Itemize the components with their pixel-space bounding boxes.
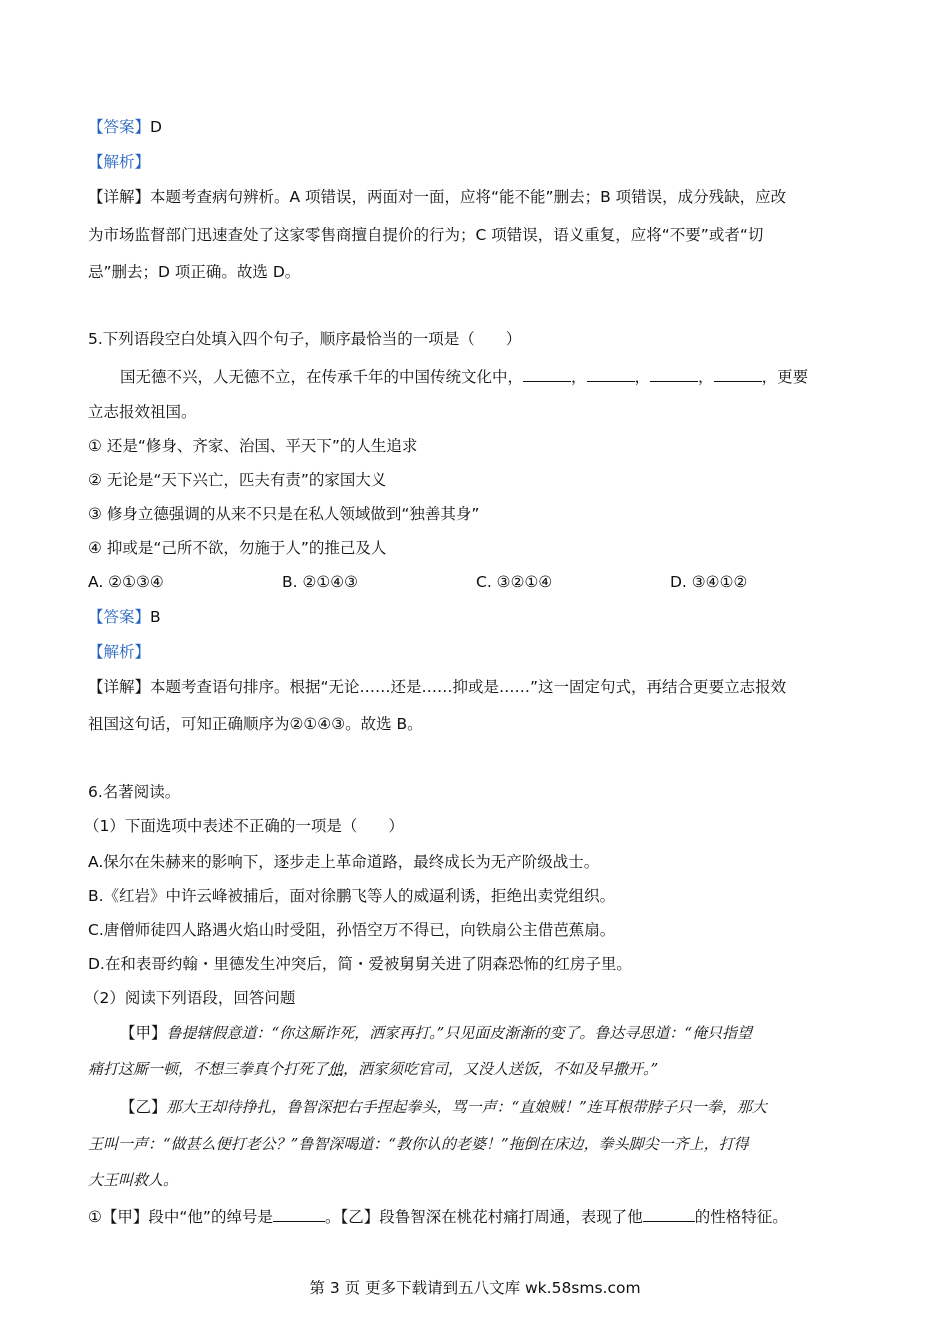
q6-title: 6.名著阅读。 bbox=[88, 783, 181, 801]
q4-detail-line: 【详解】本题考查病句辨析。A 项错误，两面对一面，应将“能不能”删去；B 项错误，成分残缺，应改 bbox=[88, 188, 787, 206]
q5-sentence: ① 还是“修身、齐家、治国、平天下”的人生追求 bbox=[88, 437, 418, 455]
q4-detail-line: 为市场监督部门迅速查处了这家零售商擅自提价的行为；C 项错误，语义重复，应将“不要”或者“切 bbox=[88, 226, 764, 244]
yi-tag: 【乙】 bbox=[120, 1098, 167, 1116]
fill-blank bbox=[587, 365, 635, 382]
footer-text: 页 更多下载请到五八文库 wk.58sms.com bbox=[339, 1279, 641, 1297]
yi-text: 那大王却待挣扎，鲁智深把右手捏起拳头，骂一声：“直娘贼！”连耳根带脖子只一拳，那大 bbox=[166, 1098, 767, 1116]
jia-text: 痛打这厮一顿，不想三拳真个打死了 bbox=[88, 1060, 329, 1078]
question-text: ①【甲】段中“他”的绰号是 bbox=[88, 1208, 273, 1226]
fill-blank bbox=[714, 365, 762, 382]
page-number: 3 bbox=[329, 1279, 340, 1297]
answer-tag: 【答案】 bbox=[88, 608, 151, 626]
question-text: 的性格特征。 bbox=[694, 1208, 788, 1226]
passage-text: 国无德不兴，人无德不立，在传承千年的中国传统文化中， bbox=[120, 368, 524, 386]
q5-passage-line1 bbox=[120, 365, 808, 388]
page-footer bbox=[0, 1276, 950, 1298]
q5-sentence: ③ 修身立德强调的从来不只是在私人领域做到“独善其身” bbox=[88, 505, 480, 523]
q5-sentence: ② 无论是“天下兴亡，匹夫有责”的家国大义 bbox=[88, 471, 387, 489]
q6-sub1-option: C.唐僧师徒四人路遇火焰山时受阻，孙悟空万不得已，向铁扇公主借芭蕉扇。 bbox=[88, 921, 616, 939]
jia-text: 鲁提辖假意道：“你这厮诈死，洒家再打。”只见面皮渐渐的变了。鲁达寻思道：“俺只指望 bbox=[166, 1024, 753, 1042]
q6-sub1-option: A.保尔在朱赫来的影响下，逐步走上革命道路，最终成长为无产阶级战士。 bbox=[88, 853, 600, 871]
q5-option-c: C. ③②①④ bbox=[476, 573, 553, 591]
passage-text: ，更要 bbox=[761, 368, 809, 386]
q6-sub1-option: D.在和表哥约翰・里德发生冲突后，简・爱被舅舅关进了阴森恐怖的红房子里。 bbox=[88, 955, 632, 973]
jia-text: ，洒家须吃官司，又没人送饭，不如及早撒开。” bbox=[343, 1060, 659, 1078]
answer-value: D bbox=[150, 118, 162, 136]
q5-answer bbox=[88, 606, 161, 628]
answer-tag: 【答案】 bbox=[88, 118, 151, 136]
q5-stem: 5.下列语段空白处填入四个句子，顺序最恰当的一项是（ ） bbox=[88, 330, 522, 348]
jia-tag: 【甲】 bbox=[120, 1024, 167, 1042]
fill-blank bbox=[273, 1205, 325, 1222]
separator: ， bbox=[634, 368, 651, 386]
q5-passage-line2: 立志报效祖国。 bbox=[88, 403, 197, 421]
q5-option-b: B. ②①④③ bbox=[282, 573, 359, 591]
q4-detail-line: 忌”删去；D 项正确。故选 D。 bbox=[88, 263, 301, 281]
q6-question-1 bbox=[88, 1205, 788, 1228]
q6-yi-line1 bbox=[120, 1096, 767, 1118]
q6-jia-line1 bbox=[120, 1022, 752, 1044]
q5-detail-line: 【详解】本题考查语句排序。根据“无论……还是……抑或是……”这一固定句式，再结合更要立志报效 bbox=[88, 678, 787, 696]
q5-option-a: A. ②①③④ bbox=[88, 573, 164, 591]
question-text: 。【乙】段鲁智深在桃花村痛打周通，表现了他 bbox=[324, 1208, 643, 1226]
fill-blank bbox=[643, 1205, 695, 1222]
q5-analysis-tag: 【解析】 bbox=[88, 643, 151, 661]
q5-option-d: D. ③④①② bbox=[670, 573, 748, 591]
fill-blank bbox=[650, 365, 698, 382]
footer-text: 第 bbox=[309, 1279, 330, 1297]
q4-analysis-tag: 【解析】 bbox=[88, 153, 151, 171]
q6-yi-line3: 大王叫救人。 bbox=[88, 1171, 179, 1189]
fill-blank bbox=[523, 365, 571, 382]
separator: ， bbox=[571, 368, 587, 386]
answer-value: B bbox=[150, 608, 161, 626]
q4-answer bbox=[88, 116, 162, 138]
q6-sub1-stem: （1）下面选项中表述不正确的一项是（ ） bbox=[84, 817, 404, 835]
q5-sentence: ④ 抑或是“己所不欲，勿施于人”的推己及人 bbox=[88, 539, 387, 557]
q6-sub2-stem: （2）阅读下列语段，回答问题 bbox=[84, 989, 296, 1007]
q6-jia-line2 bbox=[88, 1058, 658, 1080]
q6-sub1-option: B.《红岩》中许云峰被捕后，面对徐鹏飞等人的威逼利诱，拒绝出卖党组织。 bbox=[88, 887, 616, 905]
jia-he-emphasis: 他 bbox=[328, 1060, 344, 1078]
q6-yi-line2: 王叫一声：“做甚么便打老公？”鲁智深喝道：“教你认的老婆！”拖倒在床边，拳头脚尖一齐上，打得 bbox=[88, 1135, 749, 1153]
separator: ， bbox=[698, 368, 714, 386]
q5-detail-line: 祖国这句话，可知正确顺序为②①④③。故选 B。 bbox=[88, 715, 423, 733]
